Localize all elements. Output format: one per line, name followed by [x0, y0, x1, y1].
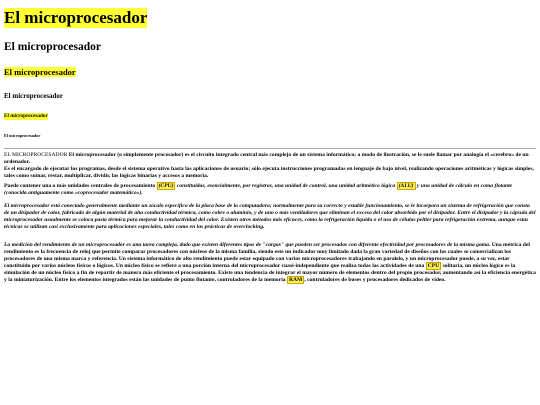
- units-text-b: constituidas, esencialmente, por registros, una unidad de control, una unidad aritmético lógica: [175, 182, 397, 189]
- units-text-c: y una unidad de cálculo en coma flotante (conocida antiguamente como «coprocesador matemático»).: [4, 182, 513, 196]
- cpu-highlight: (CPU): [158, 182, 174, 189]
- heading-h1: El microprocesador: [4, 8, 148, 27]
- alu-highlight: (ALU): [398, 182, 414, 189]
- paragraph-units: [4, 183, 536, 197]
- cpu-highlight-2: CPU: [427, 262, 440, 269]
- performance-text-a: La medición del rendimiento de un microprocesador es una tarea compleja, dado que existen diferentes tipos de "cargas" que pueden ser procesadas con diferente efectividad por procesadores de la misma gama.: [4, 242, 491, 249]
- performance-text-d: , controladores de buses y procesadores dedicados de vídeo.: [304, 276, 446, 283]
- performance-text-c: solitaria, un núcleo lógico es la simulación de un núcleo físico a fin de repartir de manera más eficiente el procesamiento. Existe una tendencia de integrar el mayor número de elementos dentro del propio procesador, aumentando así la eficiencia energética y la miniaturización. Entre los elementos integrados están las unidades de punto flotante, controladores de la memoria: [4, 262, 536, 283]
- intro-lead: EL MICROPROCESADOR: [4, 152, 68, 158]
- divider: [4, 148, 536, 149]
- cooling-text: El microprocesador está conectado generalmente mediante un zócalo específico de la placa base de la computadora; normalmente para su correcto y estable funcionamiento, se le incorpora un sistema de refrigeración que consta de un disipador de calor, fabricado de algún material de alta conductividad térmica, como cobre o aluminio, y de uno o más ventiladores que eliminan el exceso del calor absorbido por el disipador. Entre el disipador y la cápsula del microprocesador usualmente se coloca pasta térmica para mejorar la conductividad del calor. Existen otros métodos más eficaces, como la refrigeración líquida o el uso de células peltier para refrigeración extrema, aunque estas técnicas se utilizan casi exclusivamente para aplicaciones especiales, tales como en las prácticas de overclocking.: [4, 203, 536, 231]
- heading-h5: El microprocesador: [4, 113, 48, 119]
- heading-h6: El microprocesador: [4, 133, 41, 138]
- paragraph-performance: [4, 242, 536, 283]
- units-text-a: Puede contener una o más unidades centrales de procesamiento: [4, 182, 157, 189]
- heading-h2: El microprocesador: [4, 41, 101, 53]
- ram-highlight: RAM: [288, 276, 303, 283]
- intro-line-1: El microprocesador (o simplemente procesador) es el circuito integrado central más complejo de un sistema informático; a modo de ilustración, se le suele llamar por analogía el «cerebro» de un ordenador.: [4, 152, 529, 165]
- performance-text-b: Una métrica del rendimiento es la frecuencia de reloj que permite comparar procesadores con núcleos de la misma familia, siendo este un indicador muy limitado dada la gran variedad de diseños con los cuales se comercializan los procesadores de una misma marca y referencia. Un sistema informático de alto rendimiento puede estar equipado con varios microprocesadores trabajando en paralelo, y un microprocesador puede, a su vez, estar constituido por varios núcleos físicos o lógicos. Un núcleo físico se refiere a una porción interna del microprocesador cuasi-independiente que realiza todas las actividades de una: [4, 242, 530, 269]
- paragraph-cooling: [4, 203, 536, 231]
- intro-line-2: Es el encargado de ejecutar los programas, desde el sistema operativo hasta las aplicaciones de usuario; sólo ejecuta instrucciones programadas en lenguaje de bajo nivel, realizando operaciones aritméticas y lógicas simples, tales como sumar, restar, multiplicar, dividir, las lógicas binarias y accesos a memoria.: [4, 165, 534, 179]
- heading-h4: El microprocesador: [4, 92, 64, 100]
- paragraph-intro: [4, 152, 536, 180]
- heading-h3: El microprocesador: [4, 67, 76, 77]
